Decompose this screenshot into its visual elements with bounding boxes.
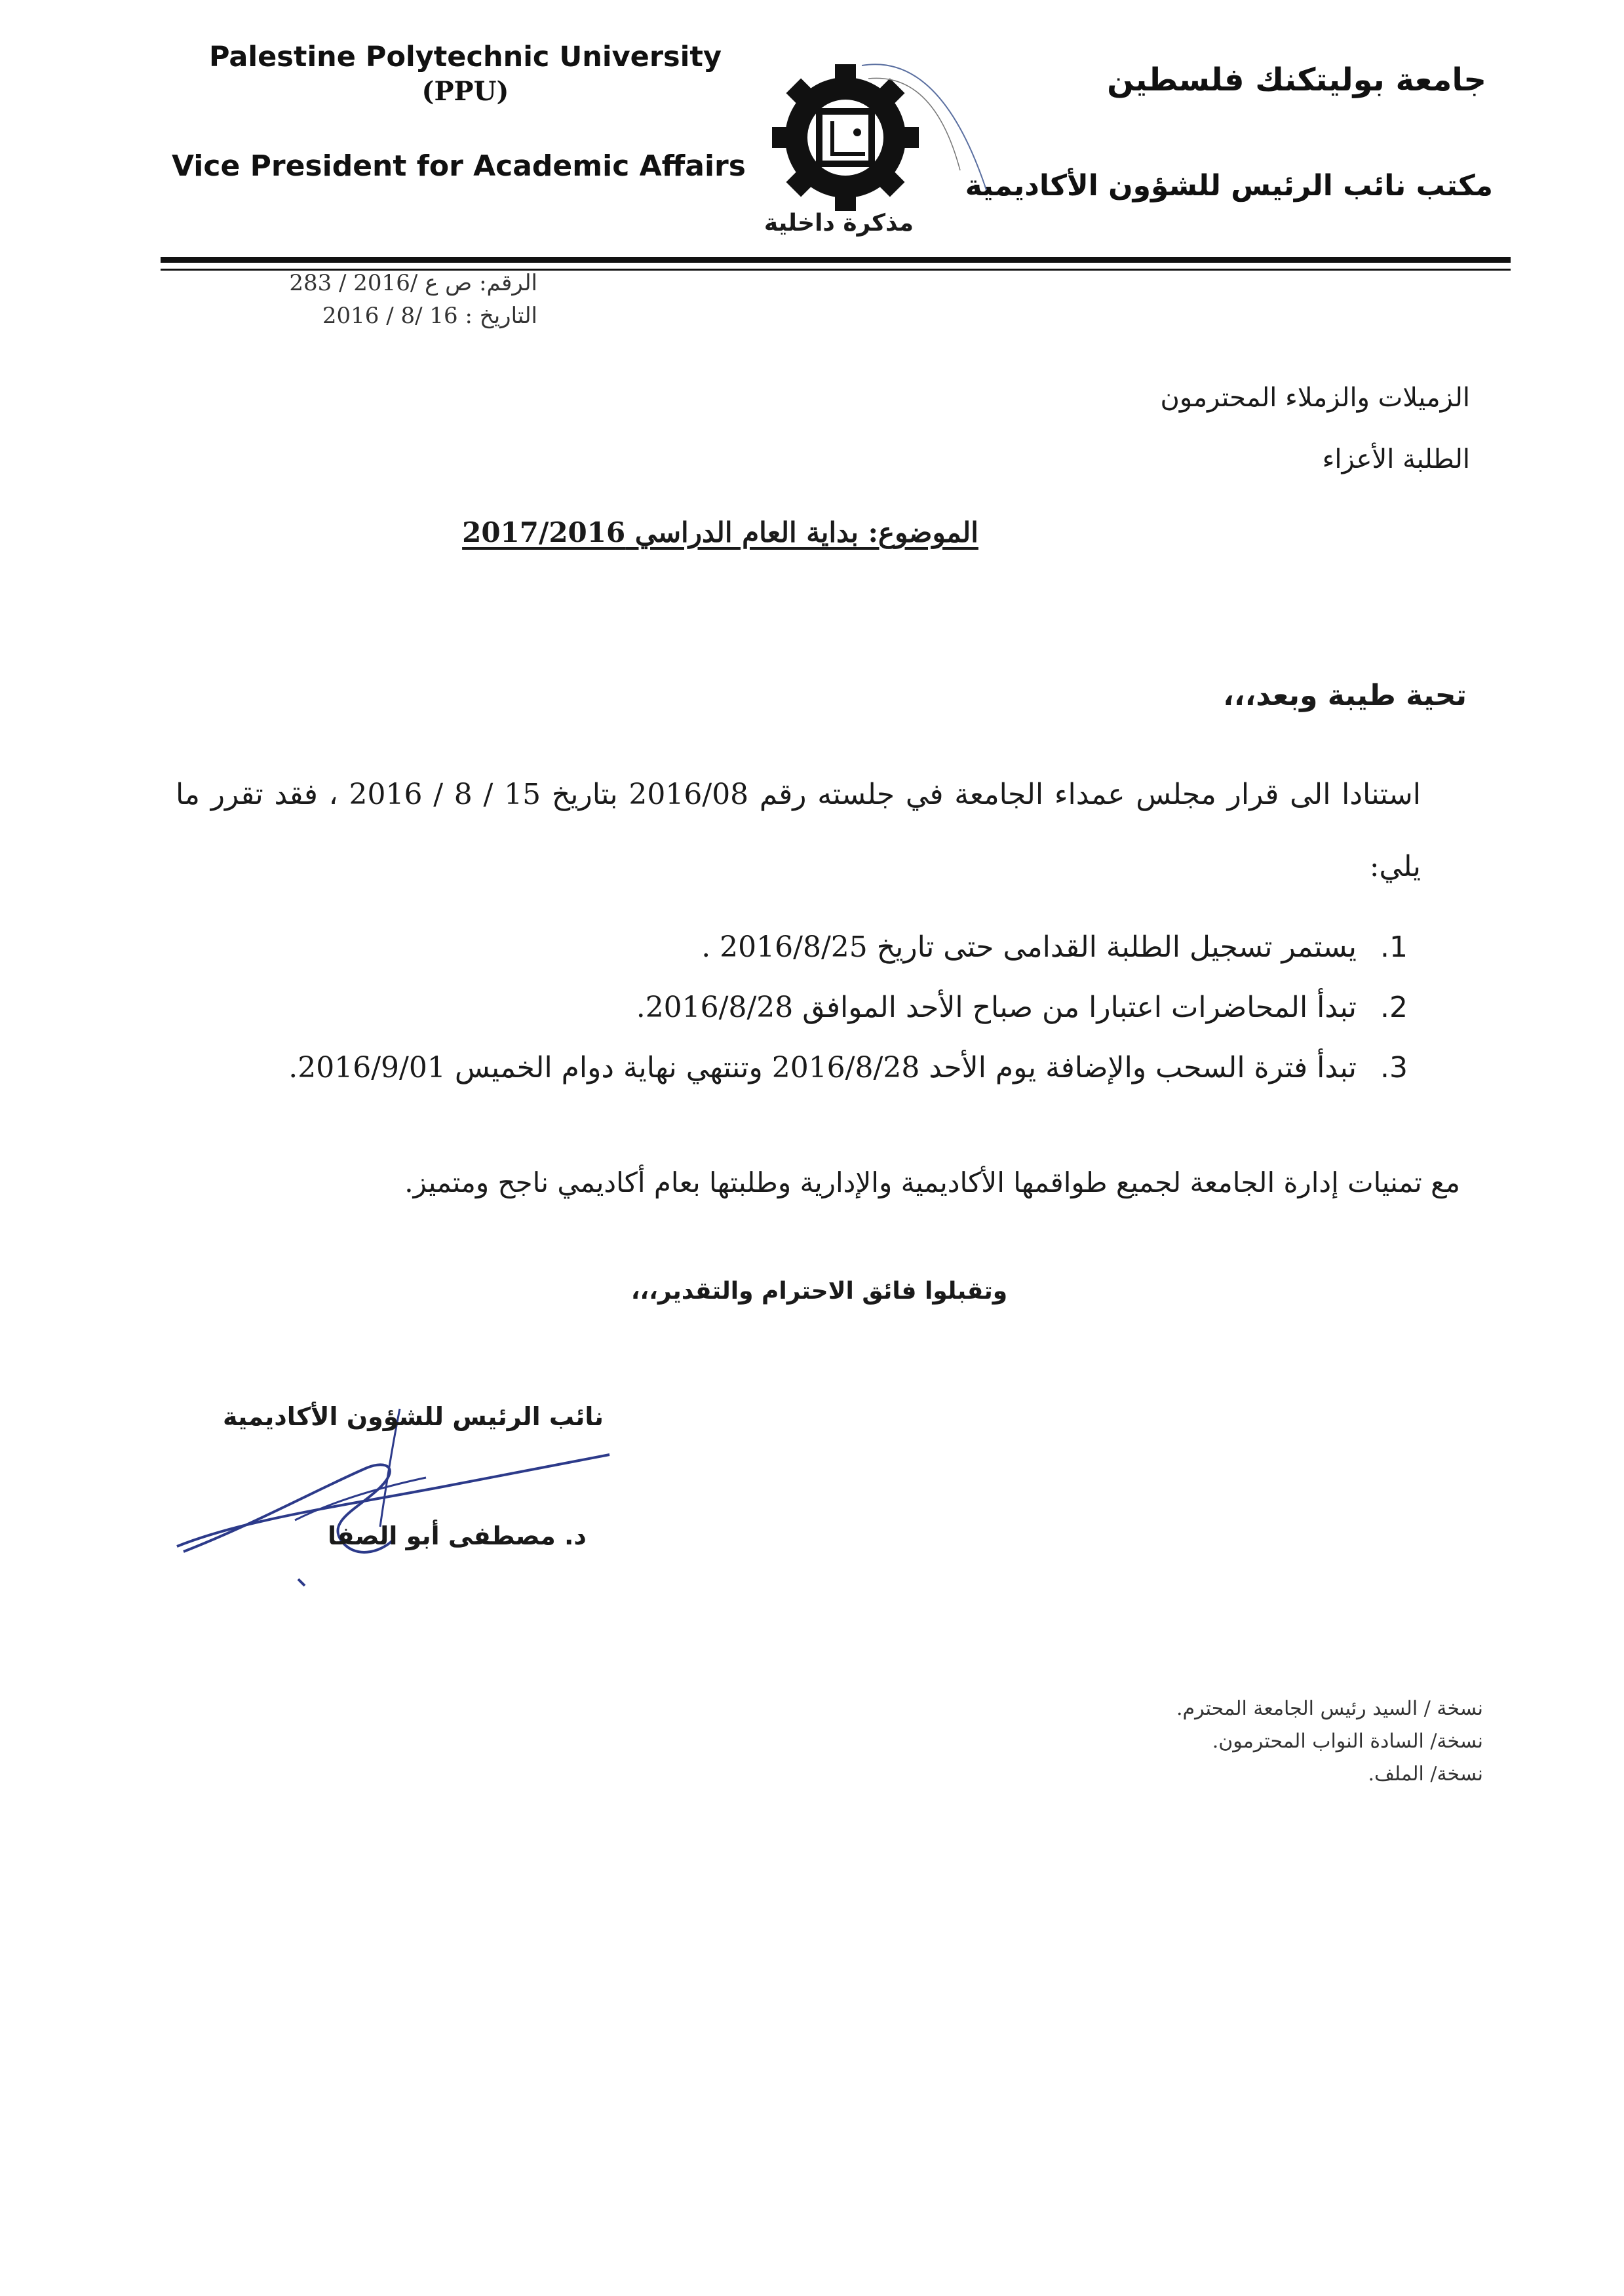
reference-number: الرقم: ص ع /2016 / 283 — [289, 270, 537, 296]
office-name-ar: مكتب نائب الرئيس للشؤون الأكاديمية — [965, 169, 1493, 202]
office-name-en: Vice President for Academic Affairs — [172, 149, 746, 183]
decision-text: تبدأ المحاضرات اعتبارا من صباح الأحد الموافق 2016/8/28. — [636, 991, 1357, 1024]
subject-text: الموضوع: بداية العام الدراسي 2017/2016 — [462, 516, 978, 548]
header-divider — [161, 257, 1511, 263]
decision-item — [636, 991, 1408, 1024]
decision-text: تبدأ فترة السحب والإضافة يوم الأحد 2016/8/28 وتنتهي نهاية دوام الخميس 2016/9/01. — [288, 1051, 1357, 1084]
copy-recipient: نسخة/ السادة النواب المحترمون. — [1212, 1730, 1483, 1753]
decision-text: يستمر تسجيل الطلبة القدامى حتى تاريخ 2016/8/25 . — [701, 930, 1357, 964]
copy-recipient: نسخة/ الملف. — [1368, 1763, 1483, 1786]
closing-line: وتقبلوا فائق الاحترام والتقدير،،، — [630, 1278, 1008, 1305]
decision-item — [288, 1051, 1408, 1084]
intro-paragraph: استنادا الى قرار مجلس عمداء الجامعة في جلسته رقم 2016/08 بتاريخ 15 / 8 / 2016 ، فقد تقرر ما يلي: — [176, 778, 1421, 883]
addressee-staff: الزميلات والزملاء المحترمون — [1160, 383, 1470, 413]
decision-number: 2. — [1380, 991, 1408, 1024]
university-name-en: Palestine Polytechnic University — [209, 41, 722, 73]
addressee-students: الطلبة الأعزاء — [1322, 444, 1470, 474]
university-name-ar: جامعة بوليتكنك فلسطين — [1107, 62, 1486, 98]
subject-line — [0, 516, 1624, 548]
greeting: تحية طيبة وبعد،،، — [1223, 679, 1467, 712]
internal-memo-label: مذكرة داخلية — [764, 210, 914, 237]
wishes-paragraph: مع تمنيات إدارة الجامعة لجميع طواقمها الأكاديمية والإدارية وطلبتها بعام أكاديمي ناجح ومتميز. — [404, 1166, 1460, 1198]
copy-recipient: نسخة / السيد رئيس الجامعة المحترم. — [1176, 1697, 1483, 1720]
university-abbreviation: (PPU) — [421, 76, 509, 107]
reference-date: التاريخ : 16 /8 / 2016 — [322, 303, 537, 329]
decision-item — [701, 930, 1408, 964]
signatory-title: نائب الرئيس للشؤون الأكاديمية — [223, 1402, 604, 1431]
decision-number: 3. — [1380, 1051, 1408, 1084]
decision-number: 1. — [1380, 930, 1408, 964]
signatory-name: د. مصطفى أبو الصفا — [328, 1521, 587, 1550]
